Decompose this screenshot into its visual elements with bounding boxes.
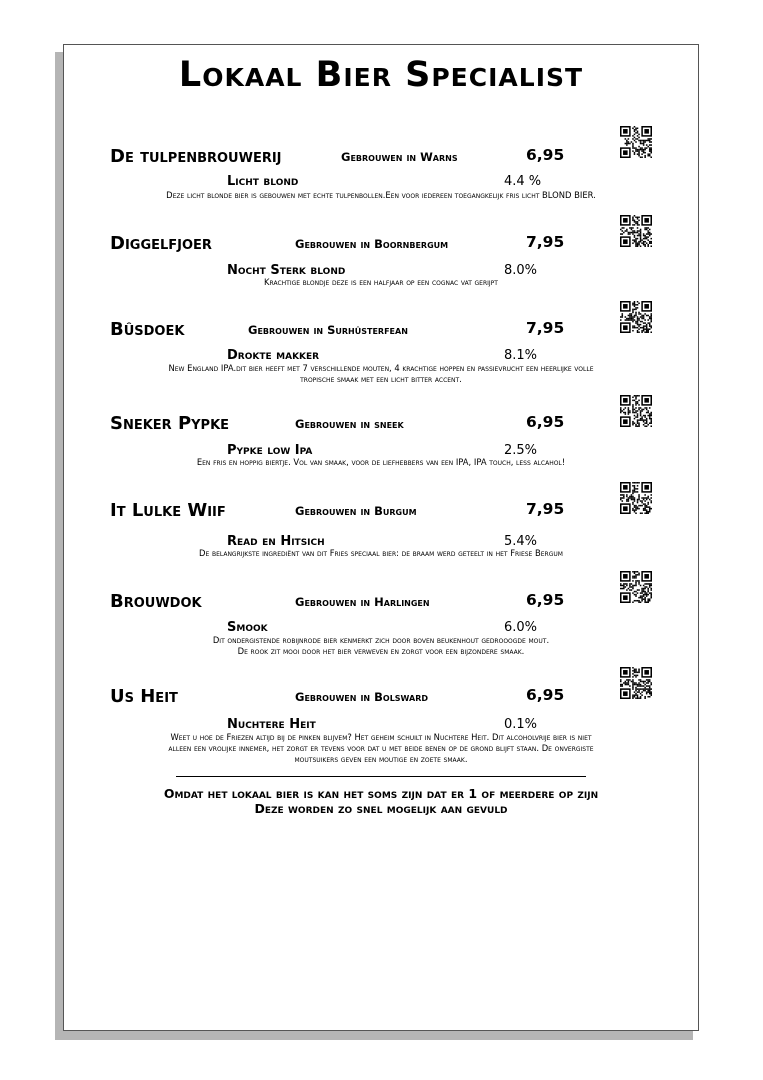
beer-abv: 6.0% [504, 620, 538, 635]
beer-description [64, 732, 698, 765]
beer-row [64, 500, 698, 524]
beer-origin: Gebrouwen in Harlingen [295, 595, 430, 609]
beer-name: Sneker Pypke [110, 413, 230, 434]
description-line: De belangrijkste ingrediënt van dit Fries speciaal bier: de braam werd geteelt in het Friese Bergum [199, 548, 563, 558]
footer-note [64, 786, 698, 816]
description-line: Krachtige blondje deze is een halfjaar op een cognac vat gerijpt [264, 277, 498, 287]
beer-price: 6,95 [526, 686, 565, 704]
beer-description [64, 190, 698, 201]
beer-origin: Gebrouwen in Surhûsterfean [248, 323, 408, 337]
beer-description [64, 363, 698, 385]
beer-row [64, 319, 698, 343]
beer-subrow [64, 348, 698, 364]
beer-origin: Gebrouwen in Warns [341, 150, 458, 164]
beer-origin: Gebrouwen in Boornbergum [295, 237, 449, 251]
footer-line-2: Deze worden zo snel mogelijk aan gevuld [254, 801, 508, 816]
page-title: Lokaal Bier Specialist [178, 55, 584, 95]
beer-style: Smook [227, 620, 268, 635]
beer-abv: 8.1% [504, 348, 538, 363]
footer-line-1: Omdat het lokaal bier is kan het soms zijn dat er 1 of meerdere op zijn [163, 786, 599, 801]
beer-style: Licht blond [227, 174, 299, 189]
beer-price: 6,95 [526, 146, 565, 164]
beer-row [64, 591, 698, 615]
beer-name: It Lulke Wiif [110, 500, 226, 521]
description-line: Deze licht blonde bier is gebouwen met echte tulpenbollen.Een voor iedereen toegangkelijk fris licht BLOND BIER. [166, 190, 596, 200]
beer-description [64, 457, 698, 468]
beer-style: Read en Hitsich [227, 534, 325, 549]
beer-price: 6,95 [526, 591, 565, 609]
beer-style: Nuchtere Heit [227, 717, 316, 732]
beer-row [64, 233, 698, 257]
beer-price: 7,95 [526, 319, 565, 337]
description-line: New England IPA.dit bier heeft met 7 verschillende mouten, 4 krachtige hoppen en passievrucht een heerlijke volle [168, 363, 594, 373]
beer-name: Us Heit [110, 686, 178, 707]
beer-row [64, 686, 698, 710]
beer-description [64, 277, 698, 288]
description-line: moutsuikers geven een moutige en zoete smaak. [294, 754, 468, 764]
description-line: Weet u hoe de Friezen altijd bij de pinken blijvem? Het geheim schuilt in Nuchtere Heit. Dit alcoholvrije bier is niet [170, 732, 592, 742]
beer-subrow [64, 717, 698, 733]
beer-row [64, 413, 698, 437]
beer-abv: 4.4 % [504, 174, 542, 189]
beer-abv: 0.1% [504, 717, 538, 732]
description-line: Een fris en hoppig biertje. Vol van smaak, voor de liefhebbers van een IPA, IPA touch, less alcahol! [196, 457, 566, 467]
beer-description [64, 548, 698, 559]
description-line: alleen een vrolijke innemer, het zorgt er tevens voor dat u met beide benen op de grond blijft staan. De onvergiste [168, 743, 594, 753]
description-line: Dit ondergistende robijnrode bier kenmerkt zich door boven beukenhout gedrooogde mout. [212, 635, 550, 645]
menu-page [63, 44, 699, 1031]
beer-abv: 5.4% [504, 534, 538, 549]
beer-style: Nocht Sterk blond [227, 263, 346, 278]
beer-origin: Gebrouwen in Bolsward [295, 690, 429, 704]
beer-price: 7,95 [526, 233, 565, 251]
beer-description [64, 635, 698, 657]
beer-abv: 2.5% [504, 443, 538, 458]
beer-price: 7,95 [526, 500, 565, 518]
beer-name: Bûsdoek [110, 319, 185, 340]
description-line: tropische smaak met een licht bitter accent. [300, 374, 462, 384]
beer-row [64, 146, 698, 170]
divider [176, 776, 586, 777]
beer-name: Brouwdok [110, 591, 202, 612]
beer-name: Diggelfjoer [110, 233, 212, 254]
beer-subrow [64, 620, 698, 636]
beer-style: Pypke low Ipa [227, 443, 313, 458]
description-line: De rook zit mooi door het bier verweven en zorgt voor een bijzondere smaak. [237, 646, 525, 656]
beer-abv: 8.0% [504, 263, 538, 278]
beer-price: 6,95 [526, 413, 565, 431]
beer-origin: Gebrouwen in Burgum [295, 504, 417, 518]
beer-subrow [64, 174, 698, 190]
beer-name: De tulpenbrouwerij [110, 146, 282, 167]
beer-style: Drokte makker [227, 348, 320, 363]
beer-origin: Gebrouwen in sneek [295, 417, 404, 431]
